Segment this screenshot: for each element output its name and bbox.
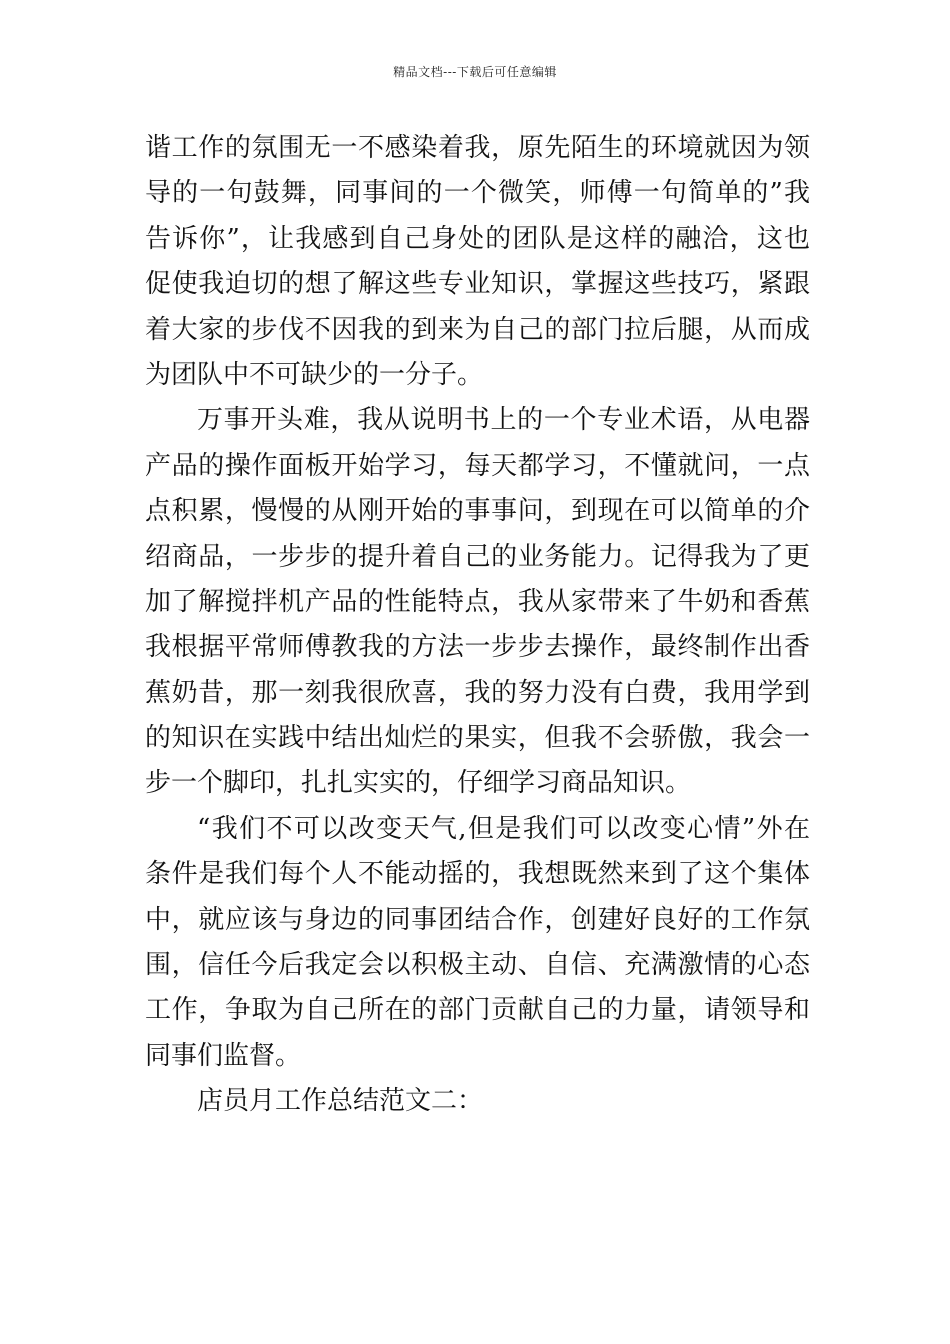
text-line: 我根据平常师傅教我的方法一步步去操作，最终制作出香: [145, 632, 810, 663]
text-line: 导的一句鼓舞，同事间的一个微笑，师傅一句简单的”我: [145, 178, 810, 209]
text-line: 为团队中不可缺少的一分子。: [145, 359, 484, 390]
text-line: 着大家的步伐不因我的到来为自己的部门拉后腿，从而成: [145, 314, 810, 345]
text-line: “我们不可以改变天气,但是我们可以改变心情”外在: [197, 813, 810, 844]
text-line: 产品的操作面板开始学习，每天都学习，不懂就问，一点: [145, 450, 810, 481]
text-line: 同事们监督。: [145, 1040, 302, 1071]
text-line: 促使我迫切的想了解这些专业知识，掌握这些技巧，紧跟: [145, 269, 810, 300]
text-line: 中，就应该与身边的同事团结合作，创建好良好的工作氛: [145, 904, 810, 935]
body-text: [145, 126, 810, 1125]
text-line: 围，信任今后我定会以积极主动、自信、充满激情的心态: [145, 950, 810, 981]
text-line: 告诉你”，让我感到自己身处的团队是这样的融洽，这也: [145, 223, 810, 254]
text-line: 谐工作的氛围无一不感染着我，原先陌生的环境就因为领: [145, 133, 810, 163]
text-line: 工作，争取为自己所在的部门贡献自己的力量，请领导和: [145, 995, 810, 1026]
text-line: 点积累，慢慢的从刚开始的事事问，到现在可以简单的介: [145, 496, 810, 527]
text-line: 步一个脚印，扎扎实实的，仔细学习商品知识。: [145, 768, 692, 799]
page-header: 精品文档---下载后可任意编辑: [393, 65, 557, 79]
text-line: 条件是我们每个人不能动摇的，我想既然来到了这个集体: [145, 859, 810, 890]
text-line: 加了解搅拌机产品的性能特点，我从家带来了牛奶和香蕉: [145, 586, 810, 617]
text-line: 店员月工作总结范文二：: [197, 1086, 484, 1117]
text-line: 的知识在实践中结出灿烂的果实，但我不会骄傲，我会一: [145, 723, 810, 754]
text-line: 绍商品，一步步的提升着自己的业务能力。记得我为了更: [145, 541, 810, 572]
text-line: 万事开头难，我从说明书上的一个专业术语，从电器: [197, 405, 810, 436]
text-line: 蕉奶昔，那一刻我很欣喜，我的努力没有白费，我用学到: [145, 677, 810, 708]
